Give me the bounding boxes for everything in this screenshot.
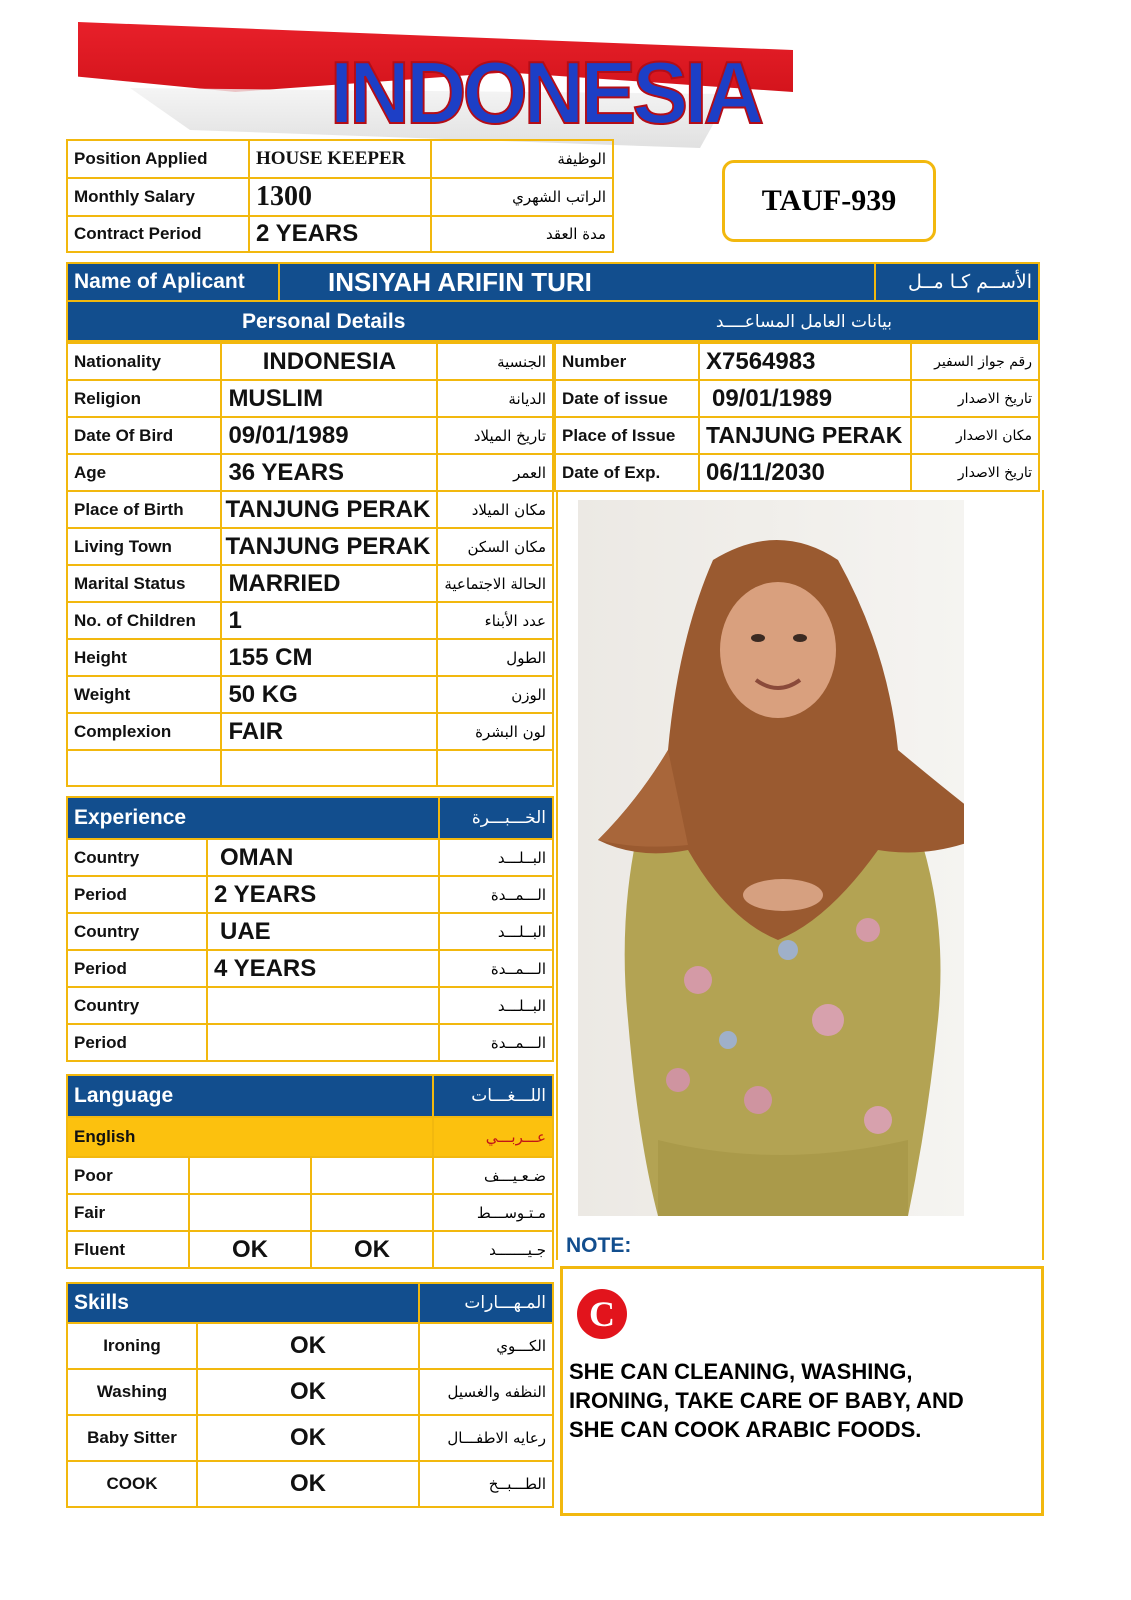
experience-label-ar: البــلـــد xyxy=(439,987,553,1024)
passport-label: Date of Exp. xyxy=(555,454,699,491)
experience-value: 4 YEARS xyxy=(207,950,439,987)
note-c-icon: C xyxy=(577,1289,627,1339)
personal-label-ar: مكان الميلاد xyxy=(437,491,553,528)
reference-code: TAUF-939 xyxy=(722,160,936,242)
passport-table xyxy=(554,342,1040,492)
contract-value: 2 YEARS xyxy=(249,216,431,252)
salary-label: Monthly Salary xyxy=(67,178,249,216)
skill-value: OK xyxy=(197,1461,419,1507)
personal-label: Complexion xyxy=(67,713,221,750)
language-level-label-ar: جـيـــــــد xyxy=(433,1231,553,1268)
language-english-value: OK xyxy=(189,1231,311,1268)
personal-label-ar: الوزن xyxy=(437,676,553,713)
applicant-name: INSIYAH ARIFIN TURI xyxy=(279,263,875,301)
skill-label-ar: الكـــوي xyxy=(419,1323,553,1369)
skill-label: COOK xyxy=(67,1461,197,1507)
language-header: Language xyxy=(67,1075,433,1117)
note-label: NOTE: xyxy=(566,1234,632,1257)
personal-label-ar: لون البشرة xyxy=(437,713,553,750)
language-level-label-ar: ضـعـيـــف xyxy=(433,1157,553,1194)
skill-value: OK xyxy=(197,1323,419,1369)
language-header-ar: اللـــغـــات xyxy=(433,1075,553,1117)
note-box xyxy=(560,1266,1044,1516)
applicant-table xyxy=(66,262,1040,302)
personal-value: 09/01/1989 xyxy=(221,417,437,454)
experience-label: Period xyxy=(67,1024,207,1061)
applicant-photo xyxy=(578,500,964,1216)
contract-label: Contract Period xyxy=(67,216,249,252)
personal-label: Height xyxy=(67,639,221,676)
personal-details-label-ar: بيانات العامل المساعــــد xyxy=(715,312,892,332)
language-sub-english: English xyxy=(67,1117,433,1157)
personal-label-ar: العمر xyxy=(437,454,553,491)
personal-label-ar: الجنسية xyxy=(437,343,553,380)
language-table xyxy=(66,1074,554,1269)
language-level-label: Fair xyxy=(67,1194,189,1231)
passport-label-ar: تاريخ الاصدار xyxy=(911,454,1039,491)
experience-label-ar: البــلـــد xyxy=(439,839,553,876)
passport-label: Date of issue xyxy=(555,380,699,417)
personal-value: 155 CM xyxy=(221,639,437,676)
contract-label-ar: مدة العقد xyxy=(431,216,613,252)
experience-value: 2 YEARS xyxy=(207,876,439,913)
personal-value: TANJUNG PERAK xyxy=(221,528,437,565)
personal-value: FAIR xyxy=(221,713,437,750)
language-level-label-ar: مـتـوســـط xyxy=(433,1194,553,1231)
experience-label: Country xyxy=(67,839,207,876)
skill-label: Baby Sitter xyxy=(67,1415,197,1461)
experience-label-ar: الـــمــدة xyxy=(439,1024,553,1061)
skills-header-ar: المـهـــارات xyxy=(419,1283,553,1323)
experience-header-ar: الخـــبـــرة xyxy=(439,797,553,839)
skill-label-ar: رعايه الاطفـــال xyxy=(419,1415,553,1461)
personal-value: MUSLIM xyxy=(221,380,437,417)
personal-value: INDONESIA xyxy=(221,343,437,380)
experience-label-ar: البــلـــد xyxy=(439,913,553,950)
experience-label: Country xyxy=(67,913,207,950)
job-table xyxy=(66,139,614,253)
language-english-value xyxy=(189,1194,311,1231)
skills-header: Skills xyxy=(67,1283,419,1323)
passport-value: 06/11/2030 xyxy=(699,454,911,491)
experience-label: Period xyxy=(67,950,207,987)
language-level-label: Fluent xyxy=(67,1231,189,1268)
skill-label: Washing xyxy=(67,1369,197,1415)
passport-value: 09/01/1989 xyxy=(699,380,911,417)
personal-label-ar: تاريخ الميلاد xyxy=(437,417,553,454)
experience-value xyxy=(207,987,439,1024)
passport-label: Place of Issue xyxy=(555,417,699,454)
personal-details-label: Personal Details xyxy=(242,310,406,333)
personal-value: 50 KG xyxy=(221,676,437,713)
experience-header: Experience xyxy=(67,797,439,839)
language-english-value xyxy=(189,1157,311,1194)
language-sub-arabic: عـــربـــي xyxy=(433,1117,553,1157)
personal-label: Age xyxy=(67,454,221,491)
applicant-label: Name of Aplicant xyxy=(67,263,279,301)
position-label: Position Applied xyxy=(67,140,249,178)
salary-label-ar: الراتب الشهري xyxy=(431,178,613,216)
passport-label: Number xyxy=(555,343,699,380)
personal-label: Place of Birth xyxy=(67,491,221,528)
personal-label: Religion xyxy=(67,380,221,417)
position-label-ar: الوظيفة xyxy=(431,140,613,178)
experience-label-ar: الـــمــدة xyxy=(439,876,553,913)
language-arabic-value xyxy=(311,1194,433,1231)
personal-details-header xyxy=(66,300,1040,342)
passport-label-ar: رقم جواز السفير xyxy=(911,343,1039,380)
personal-label-ar: الديانة xyxy=(437,380,553,417)
personal-label-ar: الحالة الاجتماعية xyxy=(437,565,553,602)
skill-value: OK xyxy=(197,1369,419,1415)
personal-label: Weight xyxy=(67,676,221,713)
language-level-label: Poor xyxy=(67,1157,189,1194)
personal-label: Date Of Bird xyxy=(67,417,221,454)
language-arabic-value: OK xyxy=(311,1231,433,1268)
note-text: SHE CAN CLEANING, WASHING, IRONING, TAKE CARE OF BABY, AND SHE CAN COOK ARABIC FOODS. xyxy=(569,1359,964,1442)
country-title: INDONESIA xyxy=(330,43,761,142)
personal-value: TANJUNG PERAK xyxy=(221,491,437,528)
personal-label: No. of Children xyxy=(67,602,221,639)
experience-label: Country xyxy=(67,987,207,1024)
empty-cell xyxy=(67,750,221,786)
personal-label: Living Town xyxy=(67,528,221,565)
passport-label-ar: تاريخ الاصدار xyxy=(911,380,1039,417)
experience-label-ar: الـــمــدة xyxy=(439,950,553,987)
applicant-photo-illustration xyxy=(578,500,964,1216)
skill-value: OK xyxy=(197,1415,419,1461)
passport-value: X7564983 xyxy=(699,343,911,380)
applicant-label-ar: الأســم كـا مــل xyxy=(875,263,1039,301)
skill-label-ar: الطـــبــخ xyxy=(419,1461,553,1507)
skills-table xyxy=(66,1282,554,1508)
experience-label: Period xyxy=(67,876,207,913)
personal-label: Marital Status xyxy=(67,565,221,602)
skill-label-ar: النظفه والغسيل xyxy=(419,1369,553,1415)
personal-value: MARRIED xyxy=(221,565,437,602)
experience-table xyxy=(66,796,554,1062)
position-value: HOUSE KEEPER xyxy=(249,140,431,178)
skill-label: Ironing xyxy=(67,1323,197,1369)
personal-value: 1 xyxy=(221,602,437,639)
passport-value: TANJUNG PERAK xyxy=(699,417,911,454)
salary-value: 1300 xyxy=(249,178,431,216)
personal-value: 36 YEARS xyxy=(221,454,437,491)
language-arabic-value xyxy=(311,1157,433,1194)
passport-label-ar: مكان الاصدار xyxy=(911,417,1039,454)
experience-value: OMAN xyxy=(207,839,439,876)
personal-label-ar: مكان السكن xyxy=(437,528,553,565)
personal-label-ar: عدد الأبناء xyxy=(437,602,553,639)
personal-label-ar: الطول xyxy=(437,639,553,676)
empty-cell xyxy=(437,750,553,786)
personal-table xyxy=(66,342,554,787)
experience-value: UAE xyxy=(207,913,439,950)
empty-cell xyxy=(221,750,437,786)
personal-label: Nationality xyxy=(67,343,221,380)
experience-value xyxy=(207,1024,439,1061)
